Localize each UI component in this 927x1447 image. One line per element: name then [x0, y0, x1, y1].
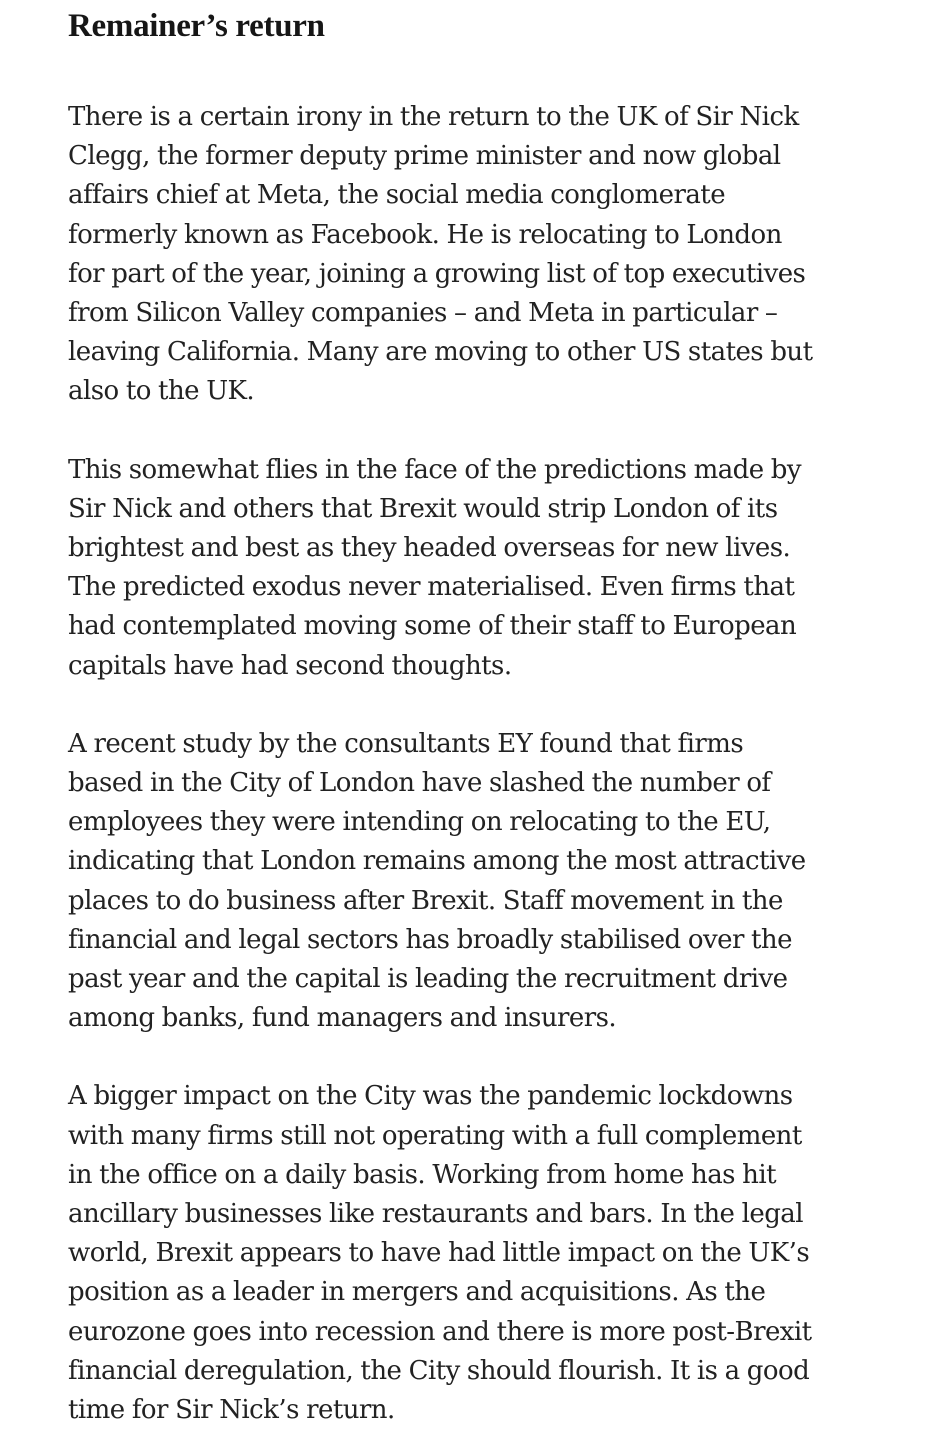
article-paragraph-4 — [68, 1077, 898, 1430]
paragraph-line: for part of the year, joining a growing list of top executives — [68, 258, 806, 289]
article-headline: Remainer’s return — [68, 8, 325, 44]
paragraph-line: ancillary businesses like restaurants and bars. In the legal — [68, 1199, 804, 1230]
paragraph-line: also to the UK. — [68, 376, 255, 407]
article-paragraph-3 — [68, 725, 898, 1039]
paragraph-line: brightest and best as they headed overseas for new lives. — [68, 533, 791, 564]
paragraph-line: A recent study by the consultants EY found that firms — [68, 728, 744, 759]
paragraph-line: time for Sir Nick’s return. — [68, 1395, 395, 1426]
paragraph-line: from Silicon Valley companies – and Meta in particular – — [68, 298, 778, 329]
paragraph-line: Clegg, the former deputy prime minister and now global — [68, 141, 781, 172]
paragraph-line: had contemplated moving some of their staff to European — [68, 611, 797, 642]
paragraph-line: position as a leader in mergers and acquisitions. As the — [68, 1277, 766, 1308]
paragraph-line: with many firms still not operating with a full complement — [68, 1120, 802, 1151]
paragraph-line: places to do business after Brexit. Staff movement in the — [68, 885, 783, 916]
article-paragraph-2 — [68, 451, 898, 686]
paragraph-line: leaving California. Many are moving to other US states but — [68, 337, 813, 368]
paragraph-line: among banks, fund managers and insurers. — [68, 1003, 617, 1034]
article-body — [68, 98, 898, 1430]
paragraph-line: The predicted exodus never materialised. Even firms that — [68, 572, 795, 603]
paragraph-line: There is a certain irony in the return to the UK of Sir Nick — [68, 102, 799, 132]
paragraph-line: based in the City of London have slashed the number of — [68, 768, 771, 799]
paragraph-line: financial and legal sectors has broadly stabilised over the — [68, 924, 792, 955]
article-paragraph-1 — [68, 98, 898, 412]
paragraph-line: employees they were intending on relocating to the EU, — [68, 807, 771, 838]
paragraph-line: in the office on a daily basis. Working from home has hit — [68, 1159, 777, 1190]
paragraph-line: formerly known as Facebook. He is relocating to London — [68, 219, 782, 250]
paragraph-line: A bigger impact on the City was the pandemic lockdowns — [68, 1081, 793, 1112]
article — [68, 0, 898, 1430]
paragraph-line: capitals have had second thoughts. — [68, 650, 512, 681]
paragraph-line: world, Brexit appears to have had little impact on the UK’s — [68, 1238, 810, 1269]
paragraph-line: indicating that London remains among the most attractive — [68, 846, 806, 877]
paragraph-line: past year and the capital is leading the recruitment drive — [68, 964, 788, 995]
paragraph-line: eurozone goes into recession and there is more post-Brexit — [68, 1316, 812, 1347]
paragraph-line: affairs chief at Meta, the social media conglomerate — [68, 180, 726, 211]
paragraph-line: financial deregulation, the City should flourish. It is a good — [68, 1355, 810, 1386]
paragraph-line: This somewhat flies in the face of the predictions made by — [68, 454, 802, 485]
paragraph-line: Sir Nick and others that Brexit would strip London of its — [68, 493, 778, 524]
